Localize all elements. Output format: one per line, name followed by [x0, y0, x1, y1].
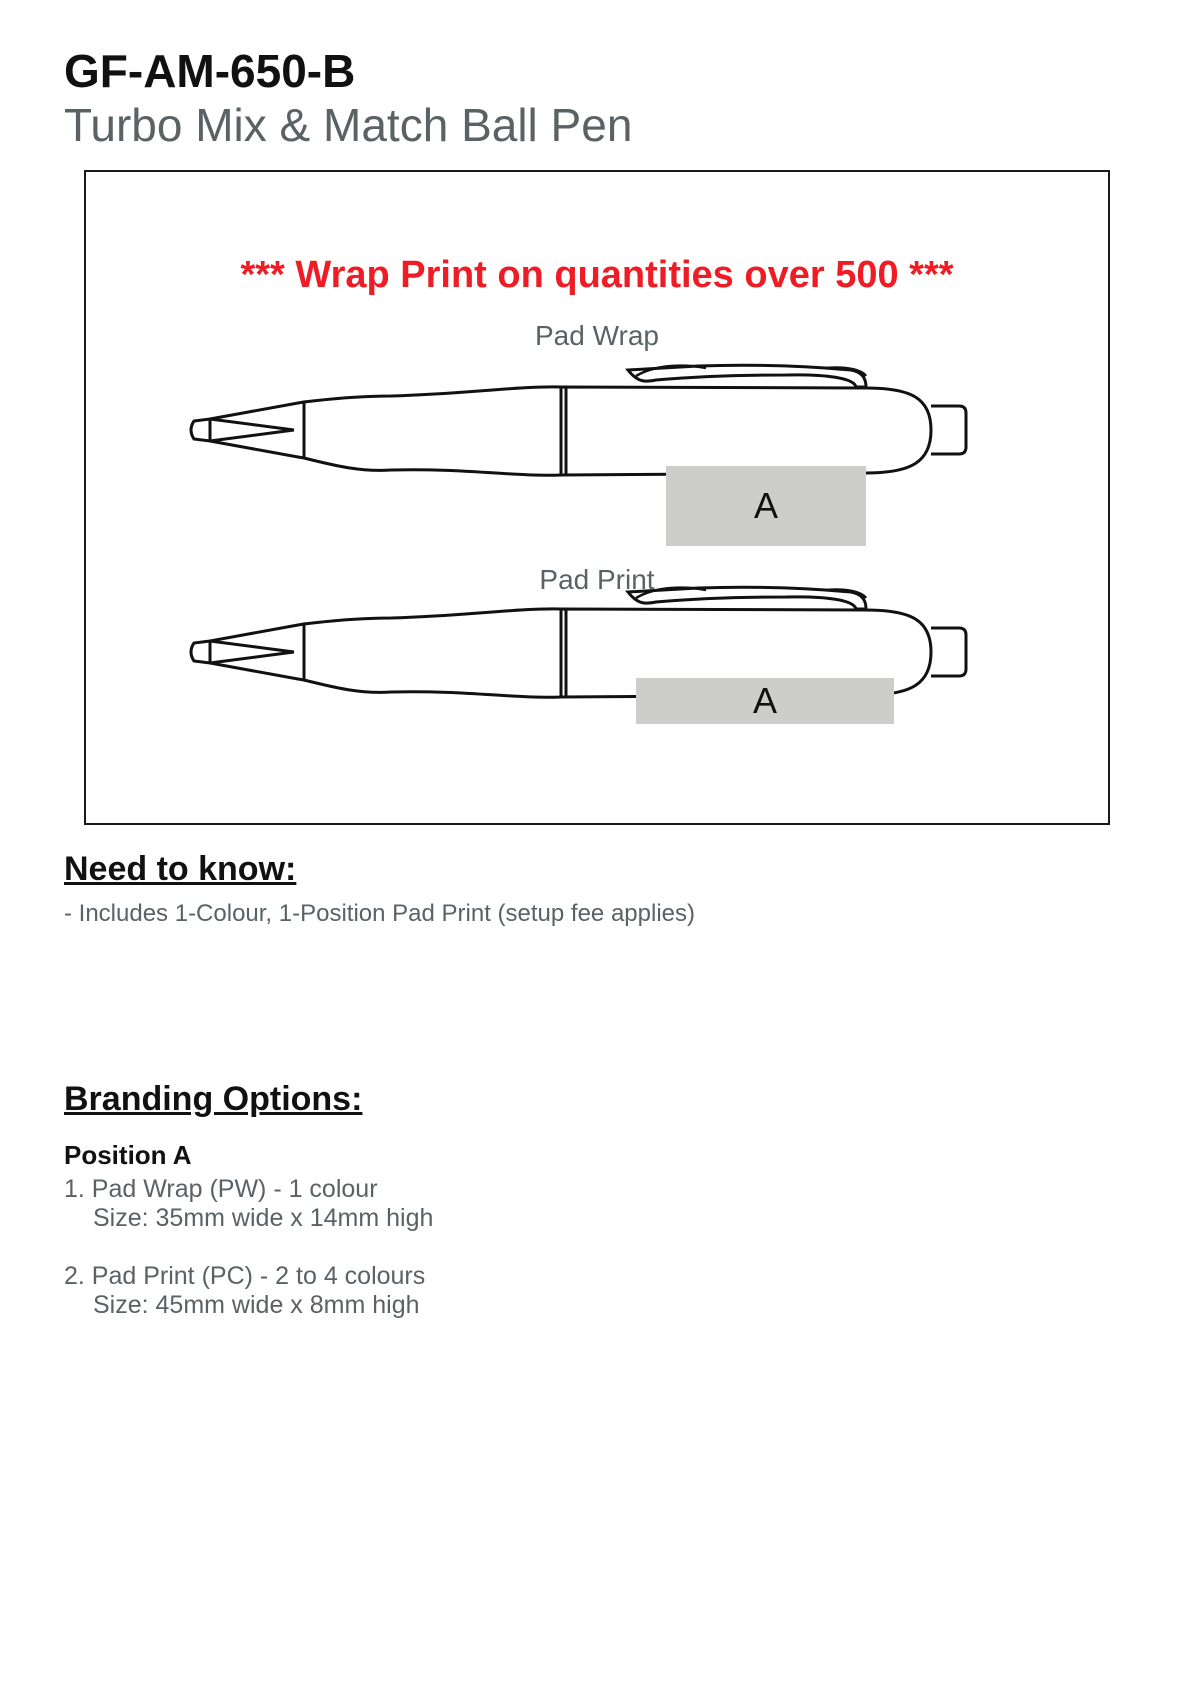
branding-options-heading: Branding Options: [64, 1080, 363, 1118]
pen-label-pad-wrap: Pad Wrap [535, 320, 659, 351]
product-code: GF-AM-650-B [64, 45, 356, 97]
option-line: 1. Pad Wrap (PW) - 1 colour [64, 1175, 378, 1203]
pen-label-pad-print: Pad Print [539, 564, 655, 595]
wrap-print-banner: *** Wrap Print on quantities over 500 *** [240, 254, 954, 296]
branding-option-pad-wrap [64, 1175, 433, 1233]
branding-diagram [84, 170, 1110, 825]
print-area-pad-print [636, 678, 894, 724]
position-title: Position A [64, 1140, 192, 1170]
option-size: Size: 45mm wide x 8mm high [93, 1291, 420, 1319]
position-label: A [753, 485, 778, 526]
print-area-pad-wrap [666, 466, 866, 546]
option-size: Size: 35mm wide x 14mm high [93, 1204, 434, 1232]
need-to-know-heading: Need to know: [64, 850, 297, 888]
pen-pad-wrap [191, 365, 966, 475]
option-line: 2. Pad Print (PC) - 2 to 4 colours [64, 1262, 426, 1290]
branding-option-pad-print [64, 1262, 425, 1320]
position-label: A [752, 680, 777, 721]
need-to-know-item: - Includes 1-Colour, 1-Position Pad Print (setup fee applies) [64, 900, 695, 927]
product-name: Turbo Mix & Match Ball Pen [64, 99, 633, 151]
